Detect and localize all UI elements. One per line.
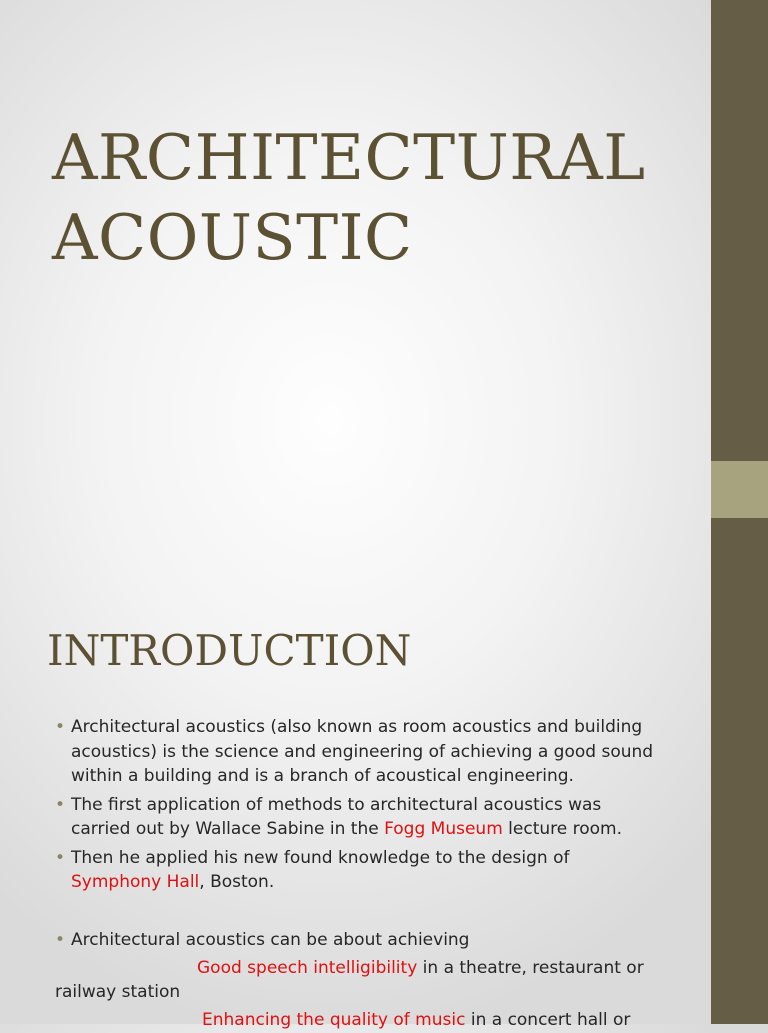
slide-title-line-1: ARCHITECTURAL [52,121,646,194]
bullet-text: Architectural acoustics (also known as room acoustics and building acoustics) is the science and engineering of achieving a good sound within a building and is a branch of acoustical engineering. [71,717,654,786]
bullet-list [55,715,665,899]
slide-title-line-2: ACOUSTIC [52,201,413,274]
sub-line-music [55,1008,630,1033]
side-accent-block [711,461,768,518]
bullet-item [55,793,665,842]
highlight-fogg-museum: Fogg Museum [384,819,503,839]
sub-line-text: in a concert hall or [465,1010,631,1030]
bullet-text: lecture room. [502,819,622,839]
sub-line-speech [55,956,644,981]
bullet-item [55,715,665,789]
sub-line-continuation: railway station [55,982,181,1002]
highlight-symphony-hall: Symphony Hall [71,872,200,892]
sub-line-text: in a theatre, restaurant or [417,958,644,978]
bullet-text: The first application of methods to architectural acoustics was carried out by Wallace Sabine in the [71,794,602,839]
highlight-music-quality: Enhancing the quality of music [202,1010,466,1030]
highlight-speech-intelligibility: Good speech intelligibility [197,958,418,978]
bullet-text: Architectural acoustics can be about achieving [71,930,470,950]
slide-title [52,118,646,278]
bullet-item-achieving [55,928,469,953]
bullet-item [55,846,665,895]
section-heading: INTRODUCTION [47,626,412,675]
bullet-text: Then he applied his new found knowledge to the design of [71,847,570,868]
bullet-text: , Boston. [199,872,275,892]
bullet-dot: • [55,930,66,950]
